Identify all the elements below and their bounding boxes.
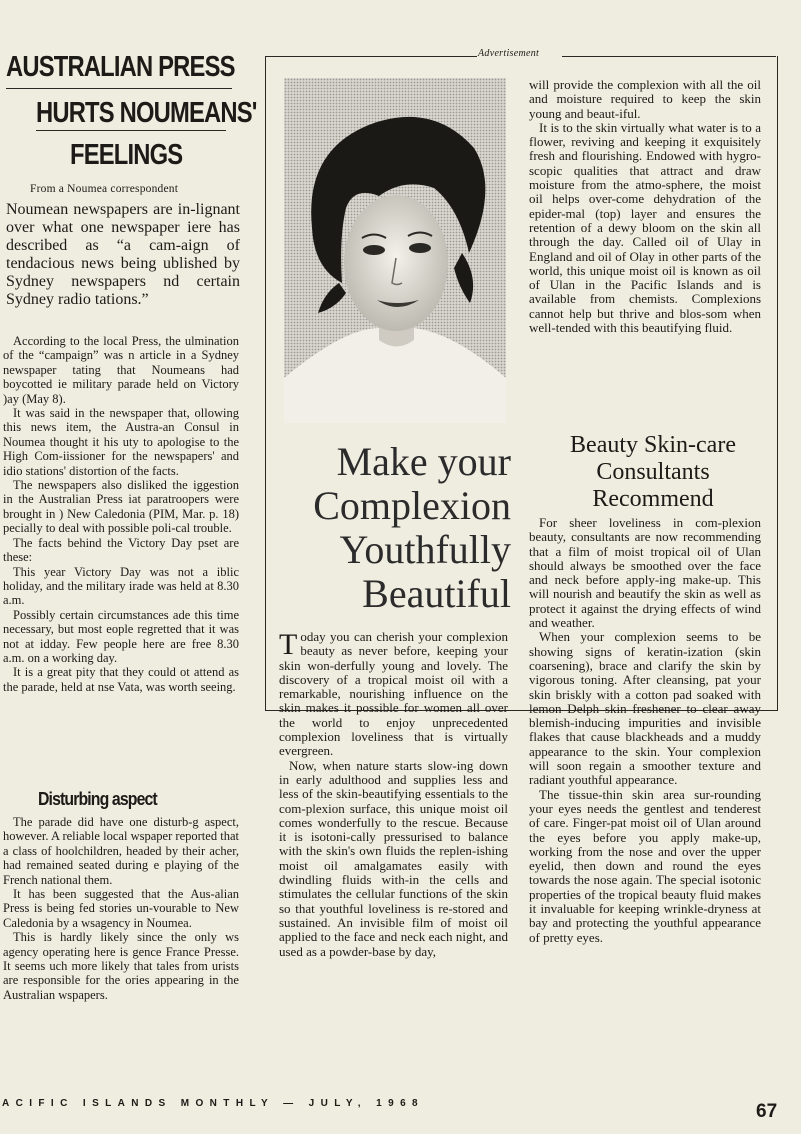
- page-number: 67: [756, 1101, 778, 1122]
- advertisement-rule-left: [265, 56, 477, 57]
- article-paragraph: Possibly certain circumstances ade this time necessary, but most eople regretted that it was not at idday. Few people here are free 8.30 a.m. on a working day.: [3, 607, 239, 665]
- article-paragraph: This year Victory Day was not a iblic holiday, and the military irade was held at 8.30 a.m.: [3, 564, 239, 608]
- headline-line-1: AUSTRALIAN PRESS: [6, 51, 235, 83]
- headline-rule: [6, 88, 232, 89]
- ad-paragraph: For sheer loveliness in com-plexion beauty, consultants are now recommending that a film of moist tropical oil of Ulan should always be smoothed over the face and neck before apply-ing make-up. This will nourish and beautify the skin as well as protect it against the drying effects of wind and weather.: [529, 515, 761, 631]
- advertisement-title-line: Make your: [336, 439, 511, 484]
- article-paragraph: According to the local Press, the ulmination of the “campaign” was n article in a Sydney newspaper tating that Noumeans had boycotted ie military parade held on Victory )ay (May 8).: [3, 334, 239, 406]
- article-paragraph: It is a great pity that they could ot attend as the parade, held at nse Vata, was worth seeing.: [3, 665, 239, 694]
- ad-paragraph: The tissue-thin skin area sur-rounding your eyes needs the gentlest and tenderest of care. Finger-pat moist oil of Ulan around the eyes before you apply make-up, working from the nose and over the upper eyelid, then down and round the eyes towards the nose again. The special isotonic properties of the tropical beauty fluid makes it invaluable for keeping wrinkle-dryness at bay and protecting the youthful appearance of pretty eyes.: [529, 786, 761, 945]
- ad-paragraph: will provide the complexion with all the oil and moisture required to keep the skin young and beaut-iful.: [529, 77, 761, 121]
- advertisement-subhead: [538, 432, 768, 513]
- ad-paragraph: oday you can cherish your complexion beauty as never before, keeping your skin won-derfully young and lovely. The discovery of a tropical moist oil with a remarkable, nourishing influence on the skin makes it possible for women all over the world to enjoy unprecedented complexion loveliness that is virtually evergreen.: [279, 629, 508, 759]
- article-paragraph: The facts behind the Victory Day pset are these:: [3, 535, 239, 565]
- advertisement-column-1: [279, 630, 508, 959]
- article-paragraph: It has been suggested that the Aus-alian Press is being fed stories un-vourable to New Caledonia by a wsagency in Noumea.: [3, 887, 239, 930]
- advertisement-title-line: Complexion: [313, 483, 511, 528]
- advertisement-subhead-line: Recommend: [592, 486, 714, 512]
- advertisement-column-3: [529, 516, 761, 945]
- article-subhead: Disturbing aspect: [38, 789, 157, 809]
- article-body-continued: [3, 815, 239, 1002]
- ad-paragraph: It is to the skin virtually what water is to a flower, reviving and keeping it exquisitely fresh and flourishing. Endowed with hygro-scopic qualities that attract and draw moisture from the atmo-sphere, the moist oil helps over-come dehydration of the epider-mal (top) layer and ensures the retention of a dewy bloom on the skin all through the day. Called oil of Ulay in England and oil of Olay in other parts of the world, this unique moist oil is known as oil of Ulan in the Pacific Islands and is available from chemists. Complexions cannot help but thrive and blos-som when well-tended with this beautifying fluid.: [529, 119, 761, 336]
- advertisement-subhead-line: Consultants: [596, 459, 710, 485]
- article-paragraph: The parade did have one disturb-g aspect, however. A reliable local wspaper reported that a class of hoolchildren, headed by their acher, had remained seated during e playing of the French national them.: [3, 815, 239, 887]
- article-body: [3, 334, 239, 694]
- article-paragraph: This is hardly likely since the only ws agency operating here is gence France Presse. It seems uch more likely that tales from urists are responsible for the ories appearing in the Australian wspapers.: [3, 930, 239, 1002]
- advertisement-title-line: Youthfully: [339, 527, 511, 572]
- drop-cap: T: [279, 628, 298, 661]
- footer-masthead: ACIFIC ISLANDS MONTHLY — JULY, 1968: [2, 1098, 425, 1109]
- advertisement-column-2: [529, 78, 761, 335]
- advertisement-title-line: Beautiful: [362, 571, 511, 616]
- ad-paragraph: Now, when nature starts slow-ing down in early adulthood and supplies less and less of the skin-beautifying essentials to the com-plexion surface, this unique moist oil comes wonderfully to the rescue. Because it is isotoni-cally pressurised to balance with the skin's own fluids the replen-ishing moist oil amalgamates easily with dwindling fluids with-in the cells and stimulates the cellular functions of the skin so that youthful loveliness is re-stored and sustained. An invisible film of moist oil applied to the face and neck each night, and used as a powder-base by day,: [279, 757, 508, 959]
- advertisement-label: Advertisement: [478, 48, 540, 59]
- article-paragraph: It was said in the newspaper that, ollowing this news item, the Austra-an Consul in Noumea thought it his uty to apologise to the High Com-iissioner for the newspapers' and idio stations' distortion of the facts.: [3, 406, 239, 478]
- ad-paragraph: When your complexion seems to be showing signs of keratin-ization (skin coarsening), brace and clarify the skin by vigorous toning. After cleansing, pat your skin briskly with a cotton pad soaked with lemon Delph skin freshener to clear away blemish-inducing impurities and invisible flakes that cause blackheads and a muddy appearance to the skin. Your complexion will soon regain a smoother texture and radiant youthful appearance.: [529, 629, 761, 788]
- byline: From a Noumea correspondent: [30, 183, 179, 195]
- headline-rule: [36, 130, 226, 131]
- advertisement-rule-right: [562, 56, 776, 57]
- advertisement-title: [306, 440, 511, 616]
- article-paragraph: The newspapers also disliked the iggestion in the Australian Press iat paratroopers were brought in ) New Caledonia (PIM, Mar. p. 18) pecially to deal with possible poli-cal trouble.: [3, 478, 239, 536]
- article-lead: Noumean newspapers are in-lignant over what one newspaper iere has described as “a cam-aign of tendacious news being ublished by Sydney newspapers nd certain Sydney radio tations.”: [6, 201, 240, 308]
- woman-portrait-photo: [284, 78, 506, 423]
- advertisement-subhead-line: Beauty Skin-care: [570, 432, 736, 458]
- headline-line-3: FEELINGS: [70, 139, 183, 171]
- headline-line-2: HURTS NOUMEANS': [36, 97, 257, 129]
